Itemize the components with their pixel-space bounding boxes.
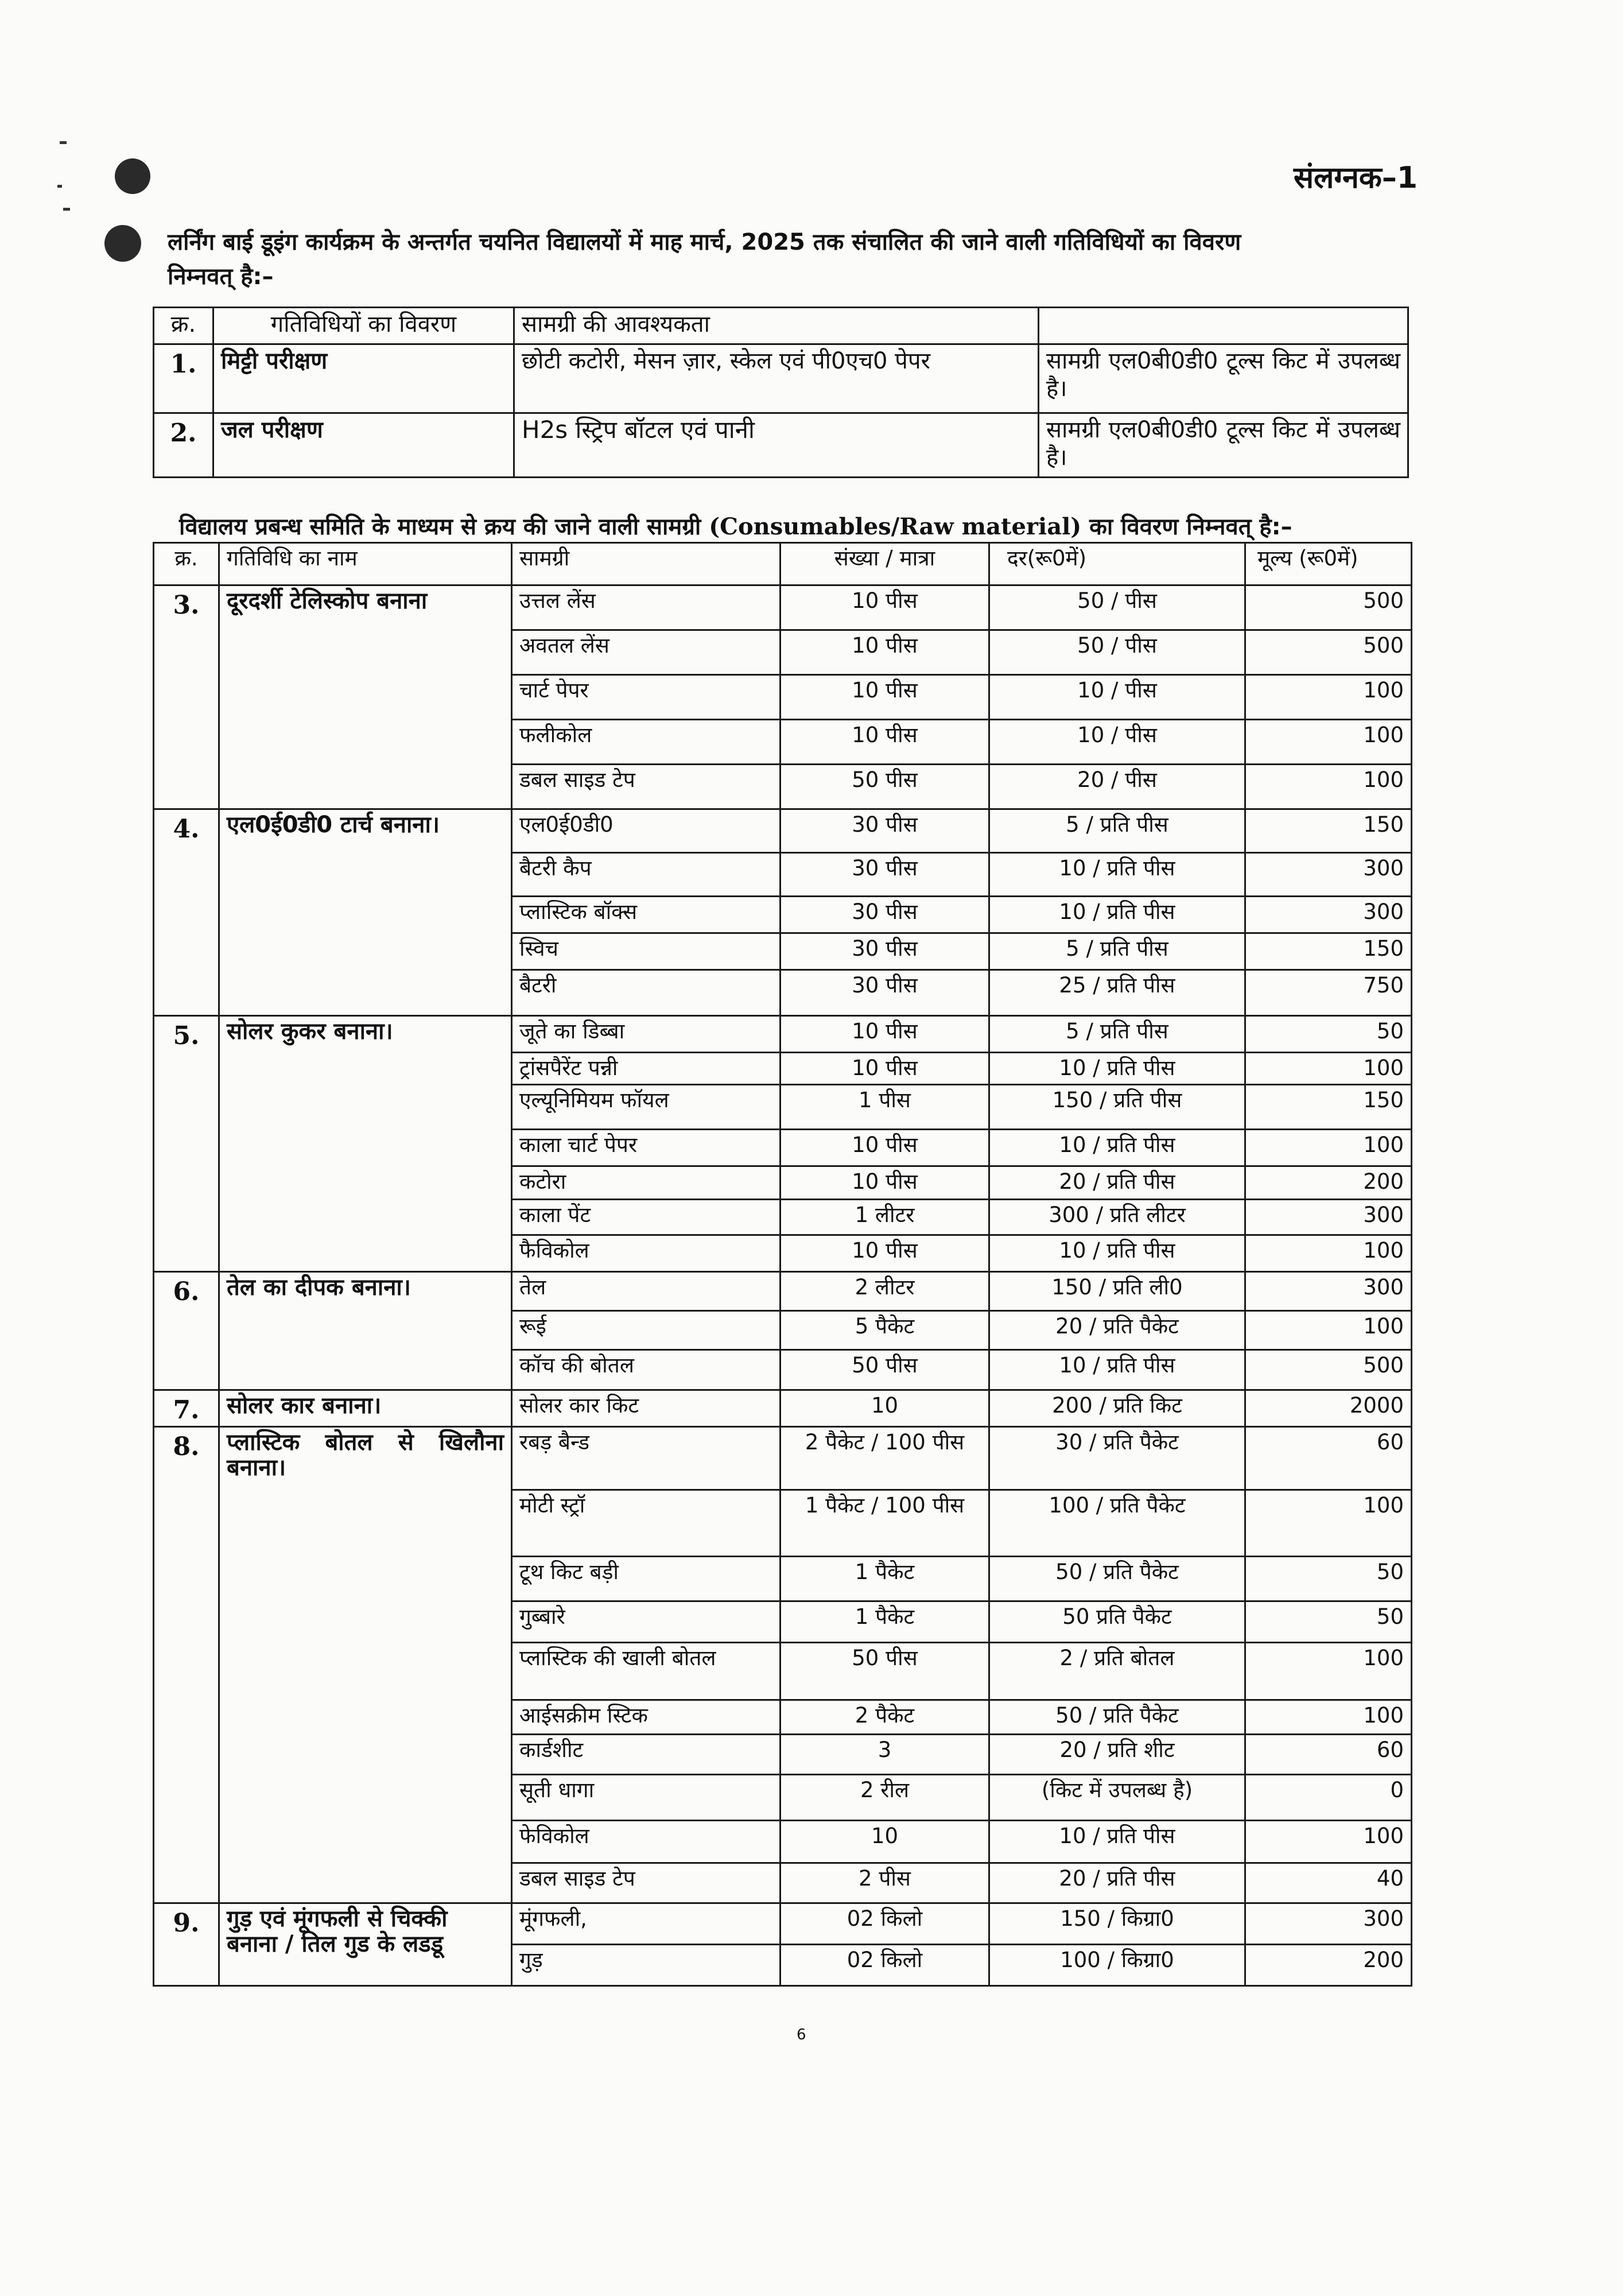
quantity-cell: 50 पीस: [781, 765, 989, 809]
activity-name: तेल का दीपक बनाना।: [219, 1272, 512, 1390]
rate-cell: 5 / प्रति पीस: [989, 933, 1245, 970]
column-header: दर(रू0में): [989, 543, 1245, 585]
quantity-cell: 10 पीस: [781, 1016, 989, 1053]
rate-cell: (किट में उपलब्ध है): [989, 1775, 1245, 1821]
quantity-cell: 5 पैकेट: [781, 1311, 989, 1350]
activity-name: सोलर कार बनाना।: [219, 1390, 512, 1427]
quantity-cell: 2 पैकेट / 100 पीस: [781, 1427, 989, 1490]
value-cell: 50: [1245, 1016, 1412, 1053]
rate-cell: 50 / प्रति पैकेट: [989, 1700, 1245, 1735]
material-cell: काला चार्ट पेपर: [512, 1130, 781, 1166]
value-cell: 200: [1245, 1945, 1412, 1986]
quantity-cell: 10 पीस: [781, 675, 989, 720]
quantity-cell: 30 पीस: [781, 970, 989, 1016]
rate-cell: 20 / प्रति पैकेट: [989, 1311, 1245, 1350]
material-cell: छोटी कटोरी, मेसन ज़ार, स्केल एवं पी0एच0 पेपर: [514, 344, 1039, 413]
value-cell: 50: [1245, 1601, 1412, 1643]
quantity-cell: 10 पीस: [781, 630, 989, 675]
rate-cell: 2 / प्रति बोतल: [989, 1643, 1245, 1700]
table-row: [154, 1390, 1412, 1427]
table-row: [154, 585, 1412, 630]
activities-table: [153, 307, 1409, 478]
intro-line-2: निम्नवत् है:–: [168, 263, 274, 290]
material-cell: रूई: [512, 1311, 781, 1350]
rate-cell: 300 / प्रति लीटर: [989, 1200, 1245, 1235]
table-header-row: [154, 543, 1412, 585]
value-cell: 2000: [1245, 1390, 1412, 1427]
serial-number: 6.: [154, 1272, 219, 1390]
rate-cell: 50 / पीस: [989, 630, 1245, 675]
column-header: क्र.: [154, 543, 219, 585]
rate-cell: 10 / प्रति पीस: [989, 1130, 1245, 1166]
value-cell: 100: [1245, 1821, 1412, 1863]
material-cell: अवतल लेंस: [512, 630, 781, 675]
material-cell: टूथ किट बड़ी: [512, 1557, 781, 1601]
rate-cell: 100 / प्रति पैकेट: [989, 1490, 1245, 1557]
page-number: 6: [797, 2026, 806, 2043]
value-cell: 300: [1245, 1272, 1412, 1311]
caption-suffix: का विवरण निम्नवत् है:–: [1089, 514, 1292, 540]
quantity-cell: 10 पीस: [781, 1166, 989, 1200]
material-cell: प्लास्टिक बॉक्स: [512, 897, 781, 933]
annex-label: संलग्नक–1: [1294, 161, 1418, 195]
caption-english: (Consumables/Raw material): [709, 513, 1082, 540]
quantity-cell: 10 पीस: [781, 720, 989, 765]
table-row: [154, 344, 1408, 413]
serial-number: 5.: [154, 1016, 219, 1272]
quantity-cell: 2 रील: [781, 1775, 989, 1821]
quantity-cell: 10 पीस: [781, 1053, 989, 1085]
rate-cell: 150 / प्रति पीस: [989, 1085, 1245, 1130]
serial-number: 7.: [154, 1390, 219, 1427]
rate-cell: 5 / प्रति पीस: [989, 1016, 1245, 1053]
serial-number: 1.: [154, 344, 213, 413]
value-cell: 100: [1245, 675, 1412, 720]
rate-cell: 20 / प्रति शीट: [989, 1735, 1245, 1775]
serial-number: 3.: [154, 585, 219, 809]
value-cell: 100: [1245, 1700, 1412, 1735]
material-cell: जूते का डिब्बा: [512, 1016, 781, 1053]
rate-cell: 150 / प्रति ली0: [989, 1272, 1245, 1311]
material-cell: बैटरी कैप: [512, 853, 781, 897]
value-cell: 60: [1245, 1735, 1412, 1775]
serial-number: 4.: [154, 809, 219, 1016]
value-cell: 100: [1245, 765, 1412, 809]
scan-mark: [60, 141, 67, 144]
material-cell: कार्डशीट: [512, 1735, 781, 1775]
rate-cell: 30 / प्रति पैकेट: [989, 1427, 1245, 1490]
value-cell: 100: [1245, 1130, 1412, 1166]
quantity-cell: 10: [781, 1390, 989, 1427]
quantity-cell: 10 पीस: [781, 585, 989, 630]
rate-cell: 20 / पीस: [989, 765, 1245, 809]
material-cell: फेविकोल: [512, 1821, 781, 1863]
quantity-cell: 1 पैकेट: [781, 1601, 989, 1643]
value-cell: 100: [1245, 720, 1412, 765]
column-header: सामग्री की आवश्यकता: [514, 308, 1039, 344]
caption-prefix: विद्यालय प्रबन्ध समिति के माध्यम से क्रय की जाने वाली सामग्री: [179, 514, 701, 540]
table-row: [154, 413, 1408, 478]
table-row: [154, 1272, 1412, 1311]
material-cell: एल्यूनिमियम फॉयल: [512, 1085, 781, 1130]
quantity-cell: 50 पीस: [781, 1643, 989, 1700]
rate-cell: 10 / प्रति पीस: [989, 1235, 1245, 1272]
material-cell: एल0ई0डी0: [512, 809, 781, 853]
value-cell: 100: [1245, 1311, 1412, 1350]
quantity-cell: 02 किलो: [781, 1945, 989, 1986]
material-cell: काला पेंट: [512, 1200, 781, 1235]
quantity-cell: 50 पीस: [781, 1350, 989, 1390]
value-cell: 150: [1245, 933, 1412, 970]
rate-cell: 25 / प्रति पीस: [989, 970, 1245, 1016]
punch-hole-top: [115, 158, 150, 194]
note-cell: सामग्री एल0बी0डी0 टूल्स किट में उपलब्ध है।: [1039, 344, 1408, 413]
value-cell: 150: [1245, 809, 1412, 853]
material-cell: स्विच: [512, 933, 781, 970]
rate-cell: 5 / प्रति पीस: [989, 809, 1245, 853]
column-header: [1039, 308, 1408, 344]
material-cell: कॉच की बोतल: [512, 1350, 781, 1390]
rate-cell: 200 / प्रति किट: [989, 1390, 1245, 1427]
rate-cell: 10 / प्रति पीस: [989, 1053, 1245, 1085]
quantity-cell: 02 किलो: [781, 1903, 989, 1945]
material-cell: डबल साइड टेप: [512, 1863, 781, 1903]
material-cell: मोटी स्ट्रॉ: [512, 1490, 781, 1557]
material-cell: सूती धागा: [512, 1775, 781, 1821]
serial-number: 8.: [154, 1427, 219, 1903]
table-row: [154, 1427, 1412, 1490]
serial-number: 9.: [154, 1903, 219, 1986]
intro-line-1: लर्निंग बाई डूइंग कार्यक्रम के अन्तर्गत चयनित विद्यालयों में माह मार्च, 2025 तक संचालित की जाने वाली गतिविधियों का विवरण: [168, 229, 1241, 255]
activity-name: दूरदर्शी टेलिस्कोप बनाना: [219, 585, 512, 809]
quantity-cell: 30 पीस: [781, 897, 989, 933]
activity-name: जल परीक्षण: [213, 413, 514, 478]
material-cell: तेल: [512, 1272, 781, 1311]
material-cell: प्लास्टिक की खाली बोतल: [512, 1643, 781, 1700]
materials-caption: [179, 510, 1424, 541]
materials-table: [153, 542, 1412, 1987]
quantity-cell: 2 लीटर: [781, 1272, 989, 1311]
value-cell: 500: [1245, 1350, 1412, 1390]
value-cell: 100: [1245, 1235, 1412, 1272]
column-header: क्र.: [154, 308, 213, 344]
value-cell: 300: [1245, 1903, 1412, 1945]
material-cell: डबल साइड टेप: [512, 765, 781, 809]
table-header-row: [154, 308, 1408, 344]
rate-cell: 20 / प्रति पीस: [989, 1166, 1245, 1200]
rate-cell: 100 / किग्रा0: [989, 1945, 1245, 1986]
material-cell: बैटरी: [512, 970, 781, 1016]
material-cell: उत्तल लेंस: [512, 585, 781, 630]
table-row: [154, 1016, 1412, 1053]
activity-name: सोलर कुकर बनाना।: [219, 1016, 512, 1272]
quantity-cell: 2 पीस: [781, 1863, 989, 1903]
value-cell: 100: [1245, 1053, 1412, 1085]
column-header: सामग्री: [512, 543, 781, 585]
scan-mark: [57, 185, 62, 188]
quantity-cell: 10 पीस: [781, 1235, 989, 1272]
table-row: [154, 1903, 1412, 1945]
rate-cell: 50 प्रति पैकेट: [989, 1601, 1245, 1643]
value-cell: 150: [1245, 1085, 1412, 1130]
quantity-cell: 1 पैकेट / 100 पीस: [781, 1490, 989, 1557]
quantity-cell: 2 पैकेट: [781, 1700, 989, 1735]
value-cell: 500: [1245, 585, 1412, 630]
material-cell: फलीकोल: [512, 720, 781, 765]
rate-cell: 50 / पीस: [989, 585, 1245, 630]
value-cell: 50: [1245, 1557, 1412, 1601]
serial-number: 2.: [154, 413, 213, 478]
rate-cell: 10 / पीस: [989, 720, 1245, 765]
quantity-cell: 1 पैकेट: [781, 1557, 989, 1601]
quantity-cell: 10: [781, 1821, 989, 1863]
rate-cell: 10 / प्रति पीस: [989, 1350, 1245, 1390]
rate-cell: 50 / प्रति पैकेट: [989, 1557, 1245, 1601]
scan-mark: [63, 208, 70, 211]
material-cell: गुब्बारे: [512, 1601, 781, 1643]
column-header: संख्या / मात्रा: [781, 543, 989, 585]
note-cell: सामग्री एल0बी0डी0 टूल्स किट में उपलब्ध है।: [1039, 413, 1408, 478]
value-cell: 100: [1245, 1490, 1412, 1557]
rate-cell: 10 / प्रति पीस: [989, 1821, 1245, 1863]
value-cell: 300: [1245, 897, 1412, 933]
quantity-cell: 30 पीस: [781, 933, 989, 970]
activity-name: मिट्टी परीक्षण: [213, 344, 514, 413]
quantity-cell: 30 पीस: [781, 809, 989, 853]
column-header: गतिविधियों का विवरण: [213, 308, 514, 344]
value-cell: 500: [1245, 630, 1412, 675]
table-row: [154, 809, 1412, 853]
material-cell: आईसक्रीम स्टिक: [512, 1700, 781, 1735]
column-header: गतिविधि का नाम: [219, 543, 512, 585]
rate-cell: 10 / प्रति पीस: [989, 897, 1245, 933]
value-cell: 0: [1245, 1775, 1412, 1821]
quantity-cell: 1 पीस: [781, 1085, 989, 1130]
value-cell: 60: [1245, 1427, 1412, 1490]
value-cell: 200: [1245, 1166, 1412, 1200]
material-cell: चार्ट पेपर: [512, 675, 781, 720]
material-cell: ट्रांसपैरेंट पन्नी: [512, 1053, 781, 1085]
quantity-cell: 10 पीस: [781, 1130, 989, 1166]
activity-name: एल0ई0डी0 टार्च बनाना।: [219, 809, 512, 1016]
quantity-cell: 3: [781, 1735, 989, 1775]
rate-cell: 10 / पीस: [989, 675, 1245, 720]
value-cell: 750: [1245, 970, 1412, 1016]
activity-name: प्लास्टिक बोतल से खिलौना बनाना।: [219, 1427, 512, 1903]
rate-cell: 20 / प्रति पीस: [989, 1863, 1245, 1903]
material-cell: गुड़: [512, 1945, 781, 1986]
column-header: मूल्य (रू0में): [1245, 543, 1412, 585]
value-cell: 40: [1245, 1863, 1412, 1903]
material-cell: फैविकोल: [512, 1235, 781, 1272]
value-cell: 100: [1245, 1643, 1412, 1700]
quantity-cell: 1 लीटर: [781, 1200, 989, 1235]
material-cell: रबड़ बैन्ड: [512, 1427, 781, 1490]
material-cell: H2s स्ट्रिप बॉटल एवं पानी: [514, 413, 1039, 478]
punch-hole-bottom: [104, 225, 141, 262]
activity-name: गुड़ एवं मूंगफली से चिक्की बनाना / तिल गुड के लडडू: [219, 1903, 512, 1986]
material-cell: कटोरा: [512, 1166, 781, 1200]
material-cell: मूंगफली,: [512, 1903, 781, 1945]
material-cell: सोलर कार किट: [512, 1390, 781, 1427]
rate-cell: 150 / किग्रा0: [989, 1903, 1245, 1945]
intro-paragraph: [168, 225, 1423, 294]
rate-cell: 10 / प्रति पीस: [989, 853, 1245, 897]
value-cell: 300: [1245, 853, 1412, 897]
value-cell: 300: [1245, 1200, 1412, 1235]
quantity-cell: 30 पीस: [781, 853, 989, 897]
